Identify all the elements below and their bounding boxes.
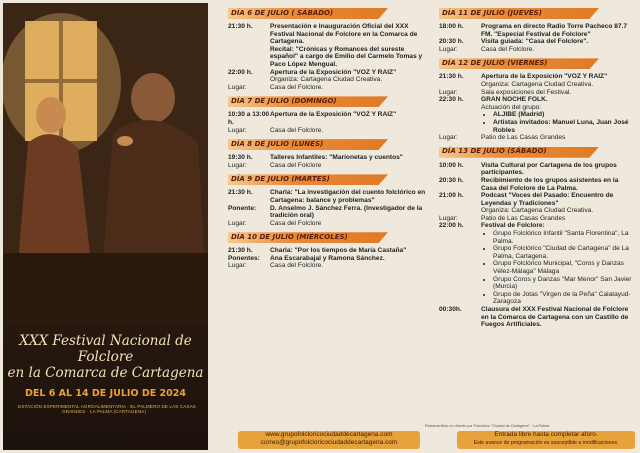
cover-venues: · ESTACIÓN EXPERIMENTAL AGROALIMENTARIA · EL PALMERO DE LAS CASAS GRANDES · LA PALMA (CARTAGENA) · bbox=[15, 404, 196, 414]
row-time: 22:00 h. bbox=[439, 222, 464, 230]
row-text: Charla: "Por los tiempos de María Castaña" bbox=[270, 247, 407, 255]
row-text: Organiza: Cartagena Ciudad Creativa. bbox=[481, 207, 594, 215]
row-text: Recital: "Crónicas y Romances del sureste español" a cargo de Emilio del Carmelo Tomas y Paco López Mengual. bbox=[270, 45, 423, 68]
schedule-row bbox=[439, 306, 633, 329]
section-gap bbox=[228, 227, 426, 230]
row-text: Patio de Las Casas Grandes bbox=[481, 134, 566, 142]
day-header-text: DÍA 10 DE JULIO (MIÉRCOLES) bbox=[231, 232, 348, 241]
row-text: Casa del Folclore bbox=[270, 161, 322, 169]
row-text: Ana Escarabajal y Ramona Sánchez. bbox=[270, 254, 385, 262]
row-text: Casa del Folclore. bbox=[481, 45, 535, 53]
row-time: 21:30 h. bbox=[439, 73, 464, 81]
day-header bbox=[439, 147, 633, 158]
schedule-row bbox=[439, 96, 633, 104]
schedule-row bbox=[228, 205, 426, 220]
row-text: Festival de Folclore: bbox=[481, 222, 545, 230]
schedule-row bbox=[439, 104, 633, 112]
day-header bbox=[228, 8, 426, 19]
website-link[interactable]: www.grupofolcloricociudaddecartagena.com bbox=[265, 431, 393, 438]
day-header bbox=[228, 139, 426, 150]
row-time: 10:00 h. bbox=[439, 161, 464, 169]
row-time: Lugar: bbox=[439, 45, 458, 53]
day-header-text: DÍA 9 DE JULIO (MARTES) bbox=[231, 174, 330, 183]
row-time: Ponentes: bbox=[228, 254, 260, 262]
schedule-row bbox=[228, 46, 426, 69]
cover-painting bbox=[3, 3, 208, 323]
bullet-item: • ALJIBE (Madrid) bbox=[493, 111, 633, 119]
schedule-row bbox=[228, 162, 426, 170]
schedule-row bbox=[439, 177, 633, 192]
day-header bbox=[228, 96, 426, 107]
row-text: Sala exposiciones del Festival. bbox=[481, 88, 572, 96]
schedule-row bbox=[439, 81, 633, 89]
row-text: Actuación del grupo: bbox=[481, 103, 542, 111]
row-time bbox=[439, 207, 481, 215]
schedule-row bbox=[228, 262, 426, 270]
row-time: 00:30h. bbox=[439, 306, 462, 313]
section-gap bbox=[228, 134, 426, 137]
schedule-row bbox=[439, 207, 633, 215]
schedule-row bbox=[439, 162, 633, 177]
entry-text: Entrada libre hasta completar aforo. bbox=[494, 431, 598, 438]
schedule-row bbox=[439, 46, 633, 54]
schedule-row bbox=[439, 192, 633, 207]
day-header-text: DÍA 7 DE JULIO (DOMINGO) bbox=[231, 96, 337, 105]
row-text: Casa del Folclore. bbox=[270, 126, 324, 134]
entry-box bbox=[457, 431, 635, 449]
schedule-row bbox=[439, 215, 633, 223]
schedule-row bbox=[228, 189, 426, 204]
row-text: Talleres Infantiles: "Marionetas y cuentos" bbox=[270, 154, 403, 162]
row-text: Programa en directo Radio Torre Pacheco 87.7 FM. "Especial Festival de Folclore" bbox=[481, 23, 628, 38]
schedule-row bbox=[439, 222, 633, 230]
row-time bbox=[228, 76, 270, 84]
row-text: Podcast "Voces del Pasado: Encuentro de Leyendas y Tradiciones" bbox=[481, 192, 614, 207]
schedule-row bbox=[228, 247, 426, 255]
row-time: Ponente: bbox=[228, 204, 257, 212]
bullet-list bbox=[481, 111, 633, 134]
section-gap bbox=[228, 270, 426, 273]
section-gap bbox=[439, 53, 633, 56]
row-text: Organiza: Cartagena Ciudad Creativa. bbox=[270, 76, 383, 84]
section-gap bbox=[228, 169, 426, 172]
row-text: Recibimiento de los grupos asistentes en la Casa del Folclore de La Palma. bbox=[481, 176, 619, 192]
row-time: Lugar: bbox=[439, 214, 458, 222]
row-text: Presentación e Inauguración Oficial del XXX Festival Nacional de Folclore en la Comarca de Cartagena. bbox=[270, 23, 418, 46]
row-text: Casa del Folclore. bbox=[270, 83, 324, 91]
row-text: Apertura de la Exposición "VOZ Y RAIZ" bbox=[270, 111, 397, 119]
bullet-item: • Grupo de Jotas "Virgen de la Peña" Calatayud- Zaragoza bbox=[493, 291, 633, 306]
contact-box bbox=[238, 431, 420, 449]
row-time: 21:30 h. bbox=[228, 247, 253, 255]
schedule-row bbox=[228, 111, 426, 126]
row-text: Casa del Folclore. bbox=[270, 262, 324, 270]
schedule-row bbox=[439, 23, 633, 38]
schedule-column-2 bbox=[439, 6, 633, 332]
schedule-row bbox=[439, 38, 633, 46]
schedule-row bbox=[228, 84, 426, 92]
schedule-row bbox=[228, 23, 426, 46]
row-time: 10:30 a 13:00 h. bbox=[228, 111, 270, 126]
bullet-item: • Grupo Coros y Danzas "Mar Menor" San Javier (Murcia) bbox=[493, 276, 633, 291]
bullet-row bbox=[439, 111, 633, 134]
bullet-spacer bbox=[439, 230, 481, 306]
section-gap bbox=[439, 142, 633, 145]
day-header-text: DÍA 8 DE JULIO (LUNES) bbox=[231, 139, 324, 148]
row-text: Clausura del XXX Festival Nacional de Folclore en la Comarca de Cartagena con un Castillo de Fuegos Artificiales. bbox=[481, 306, 629, 329]
bullet-spacer bbox=[439, 111, 481, 134]
row-time: 21:30 h. bbox=[228, 189, 253, 197]
row-time: Lugar: bbox=[228, 83, 247, 91]
section-gap bbox=[228, 91, 426, 94]
cover-dates: DEL 6 AL 14 DE JULIO DE 2024 bbox=[25, 388, 186, 399]
schedule-row bbox=[439, 89, 633, 97]
bullet-item: • Artistas invitados: Manuel Luna, Juan José Robles bbox=[493, 119, 633, 134]
row-text: Organiza: Cartagena Ciudad Creativa. bbox=[481, 80, 594, 88]
cover-title-line1: XXX Festival Nacional de Folclore bbox=[19, 333, 192, 365]
day-header bbox=[228, 174, 426, 185]
schedule-row bbox=[228, 127, 426, 135]
row-time bbox=[439, 104, 481, 112]
schedule-row bbox=[228, 220, 426, 228]
row-text: Patio de Las Casas Grandes bbox=[481, 214, 566, 222]
row-time: Lugar: bbox=[228, 126, 247, 134]
broadcast-note: Retransmitido en directo por Folclorico "Ciudad de Cartagena" · La Palma bbox=[425, 424, 550, 428]
row-text: Apertura de la Exposición "VOZ Y RAIZ" bbox=[270, 68, 397, 76]
row-time: Lugar: bbox=[439, 134, 458, 142]
schedule-row bbox=[228, 69, 426, 77]
row-time: Lugar: bbox=[228, 219, 247, 227]
row-time: 21:30 h. bbox=[228, 23, 253, 30]
cover-title bbox=[3, 333, 208, 381]
day-header bbox=[439, 8, 633, 19]
row-time: 22:30 h. bbox=[439, 96, 464, 104]
row-text: Casa del Folclore bbox=[270, 219, 322, 227]
cover-title-line2: en la Comarca de Cartagena bbox=[7, 365, 204, 381]
schedule-row bbox=[439, 73, 633, 81]
row-time bbox=[228, 46, 270, 69]
row-text: Apertura de la Exposición "VOZ Y RAIZ" bbox=[481, 73, 608, 81]
email-link[interactable]: correo@grupofolcloricociudaddecartagena.com bbox=[260, 439, 398, 446]
bullet-item: • Grupo Folclórico Municipal, "Coros y Danzas Vélez-Málaga" Málaga bbox=[493, 260, 633, 275]
bullet-item: • Grupo Folclórico Infantil "Santa Florentina", La Palma. bbox=[493, 230, 633, 245]
schedule-row bbox=[228, 255, 426, 263]
row-time: 20:30 h. bbox=[439, 38, 464, 46]
day-header-text: DÍA 11 DE JULIO (JUEVES) bbox=[442, 8, 542, 17]
schedule-column-1 bbox=[228, 6, 426, 273]
row-time: 20:30 h. bbox=[439, 176, 464, 184]
row-text: Visita Cultural por Cartagena de los grupos participantes. bbox=[481, 161, 617, 177]
day-header-text: DÍA 12 DE JULIO (VIERNES) bbox=[442, 58, 548, 67]
row-time: Lugar: bbox=[228, 262, 247, 270]
row-time: 18:00 h. bbox=[439, 23, 464, 30]
cover-panel bbox=[3, 3, 208, 450]
row-time: 19:30 h. bbox=[228, 154, 253, 162]
row-text: D. Anselmo J. Sánchez Ferra. (Investigador de la tradición oral) bbox=[270, 204, 423, 220]
schedule-row bbox=[228, 154, 426, 162]
program-note: Este avance de programación es susceptible a modificaciones. bbox=[473, 440, 619, 446]
row-text: Visita guiada: "Casa del Folclore". bbox=[481, 38, 589, 46]
row-text: Charla: "La investigación del cuento folclórico en Cartagena: balance y problemas" bbox=[270, 189, 426, 204]
schedule-row bbox=[228, 76, 426, 84]
day-header bbox=[228, 232, 426, 243]
bullet-list bbox=[481, 230, 633, 306]
day-header bbox=[439, 58, 633, 69]
row-text: GRAN NOCHE FOLK. bbox=[481, 96, 548, 104]
day-header-text: DÍA 6 DE JULIO ( SÁBADO) bbox=[231, 8, 334, 17]
row-time: 21:00 h. bbox=[439, 192, 464, 200]
row-time: Lugar: bbox=[439, 88, 458, 96]
section-gap bbox=[439, 329, 633, 332]
day-header-text: DÍA 13 DE JULIO (SÁBADO) bbox=[442, 147, 547, 156]
bullet-item: • Grupo Folclórico "Ciudad de Cartagena" de La Palma, Cartagena. bbox=[493, 245, 633, 260]
bullet-row bbox=[439, 230, 633, 306]
row-time: Lugar: bbox=[228, 161, 247, 169]
row-time: 22:00 h. bbox=[228, 68, 253, 76]
schedule-row bbox=[439, 134, 633, 142]
row-time bbox=[439, 81, 481, 89]
